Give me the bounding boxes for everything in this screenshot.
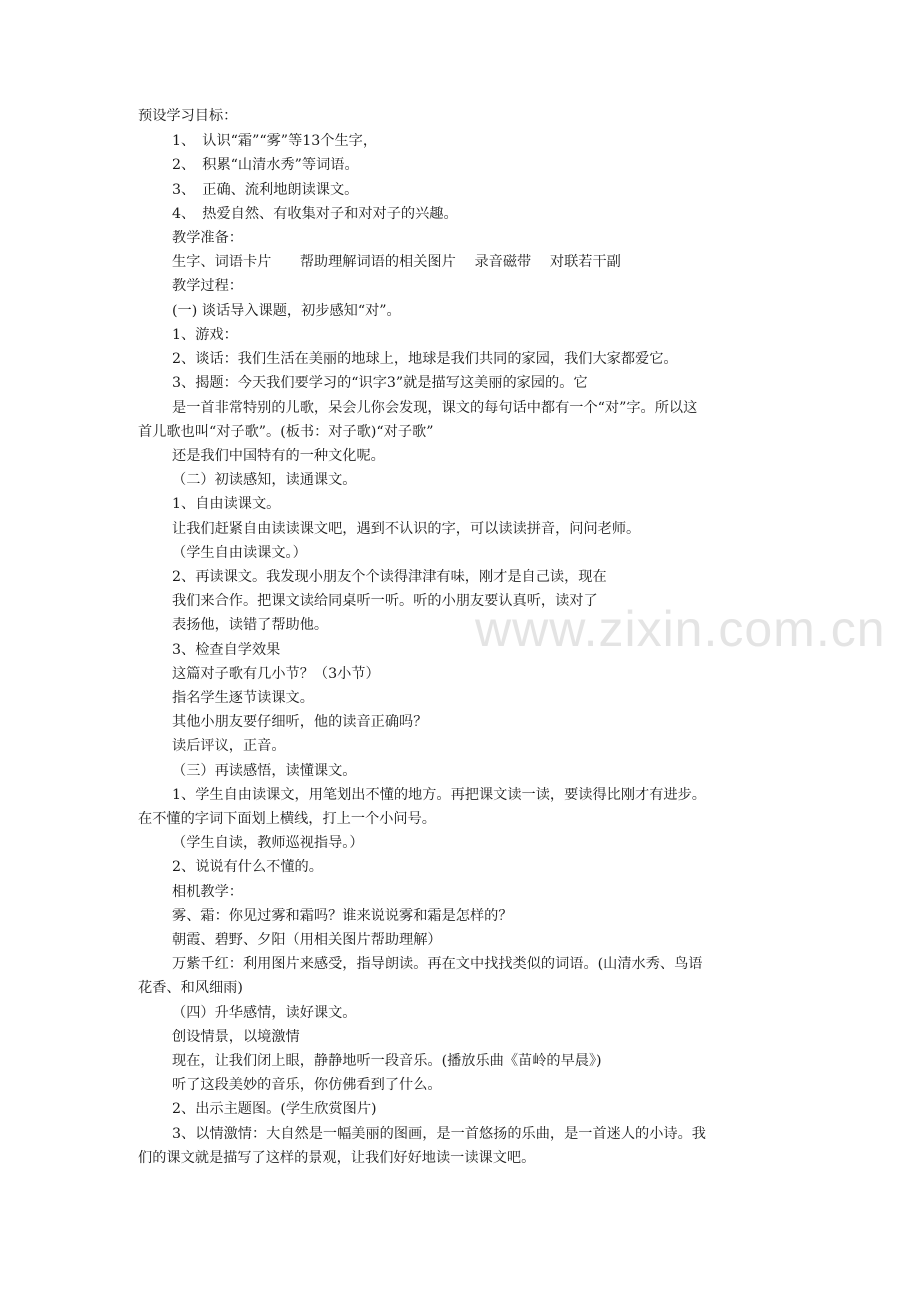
- text-line: 3、揭题：今天我们要学习的“识字3”就是描写这美丽的家园的。它: [172, 375, 588, 391]
- text-line: （学生自由读课文。）: [172, 545, 307, 561]
- text-line: 1、游戏：: [172, 327, 238, 343]
- text-line: 4、 热爱自然、有收集对子和对对子的兴趣。: [172, 206, 458, 222]
- text-line: 花香、和风细雨): [138, 980, 243, 996]
- text-line: 读后评议，正音。: [172, 738, 286, 754]
- text-line: 这篇对子歌有几小节？（3小节）: [172, 666, 380, 682]
- text-line: （二）初读感知，读通课文。: [172, 472, 357, 488]
- text-line: 其他小朋友要仔细听，他的读音正确吗？: [172, 714, 428, 730]
- text-line: 现在，让我们闭上眼，静静地听一段音乐。(播放乐曲《苗岭的早晨》): [172, 1053, 602, 1069]
- text-line: (一) 谈话导入课题，初步感知“对”。: [172, 303, 401, 319]
- text-line: 预设学习目标：: [138, 108, 238, 124]
- text-line: 3、检查自学效果: [172, 642, 281, 658]
- text-line: 2、出示主题图。(学生欣赏图片): [172, 1101, 377, 1117]
- text-line: 朝霞、碧野、夕阳（用相关图片帮助理解）: [172, 932, 442, 948]
- text-line: 我们来合作。把课文读给同桌听一听。听的小朋友要认真听，读对了: [172, 593, 598, 609]
- text-line: 雾、霜：你见过雾和霜吗？谁来说说雾和霜是怎样的？: [172, 908, 513, 924]
- text-line: 3、 正确、流利地朗读课文。: [172, 182, 359, 198]
- text-line: 创设情景，以境激情: [172, 1029, 300, 1045]
- text-line: （学生自读，教师巡视指导。）: [172, 835, 364, 851]
- text-line: 还是我们中国特有的一种文化呢。: [172, 448, 385, 464]
- text-line: 相机教学：: [172, 884, 243, 900]
- text-line: 教学过程：: [172, 278, 243, 294]
- text-line: 1、学生自由读课文，用笔划出不懂的地方。再把课文读一读，要读得比刚才有进步。: [172, 787, 706, 803]
- text-line: 让我们赶紧自由读读课文吧，遇到不认识的字，可以读读拼音，问问老师。: [172, 521, 641, 537]
- text-line: 2、说说有什么不懂的。: [172, 859, 323, 875]
- text-line: 万紫千红：利用图片来感受，指导朗读。再在文中找找类似的词语。(山清水秀、鸟语: [172, 956, 703, 972]
- text-line: 2、 积累“山清水秀”等词语。: [172, 157, 359, 173]
- text-line: 表扬他，读错了帮助他。: [172, 617, 329, 633]
- text-line: 们的课文就是描写了这样的景观，让我们好好地读一读课文吧。: [138, 1150, 536, 1166]
- text-line: 2、谈话：我们生活在美丽的地球上，地球是我们共同的家园，我们大家都爱它。: [172, 351, 678, 367]
- text-line: 首儿歌也叫“对子歌”。(板书：对子歌)“对子歌”: [138, 424, 434, 440]
- text-line: （四）升华感情，读好课文。: [172, 1005, 357, 1021]
- text-line: 指名学生逐节读课文。: [172, 690, 314, 706]
- text-line: 2、再读课文。我发现小朋友个个读得津津有味，刚才是自己读，现在: [172, 569, 607, 585]
- text-line: 教学准备：: [172, 230, 243, 246]
- text-line: 在不懂的字词下面划上横线，打上一个小问号。: [138, 811, 436, 827]
- text-line: 1、 认识“霜”“雾”等13个生字，: [172, 133, 378, 149]
- text-line: 1、自由读课文。: [172, 496, 281, 512]
- text-line: 是一首非常特别的儿歌，呆会儿你会发现，课文的每句话中都有一个“对”字。所以这: [172, 400, 698, 416]
- text-line: 3、以情激情：大自然是一幅美丽的图画，是一首悠扬的乐曲，是一首迷人的小诗。我: [172, 1126, 706, 1142]
- watermark: www.zixin.com.cn: [475, 601, 886, 657]
- text-line: 生字、词语卡片 帮助理解词语的相关图片 录音磁带 对联若干副: [172, 254, 621, 270]
- text-line: 听了这段美妙的音乐，你仿佛看到了什么。: [172, 1077, 442, 1093]
- text-line: （三）再读感悟，读懂课文。: [172, 763, 357, 779]
